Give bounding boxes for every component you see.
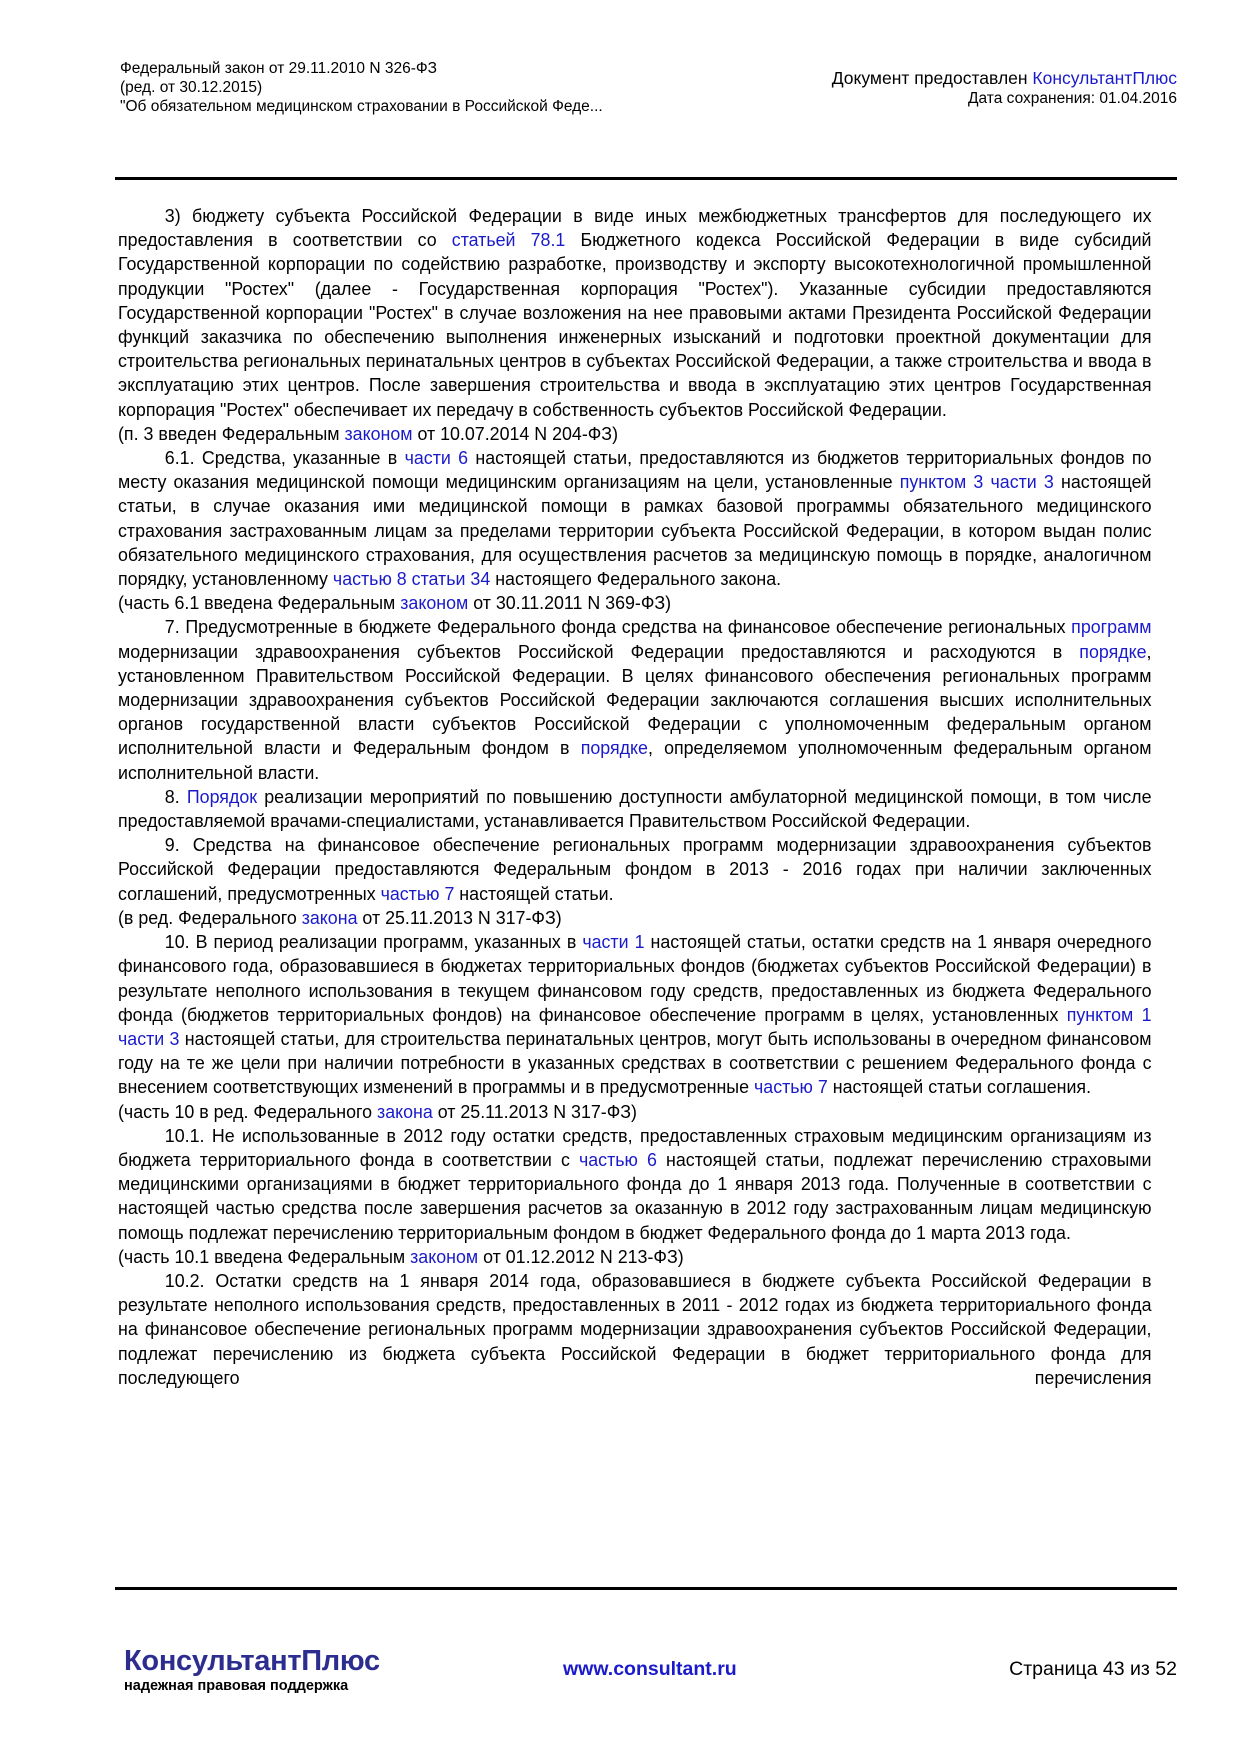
legal-reference-link[interactable]: части 6: [404, 447, 469, 469]
paragraph-text: 10. В период реализации программ, указанных в: [164, 931, 583, 953]
legal-reference-link[interactable]: статьей 78.1: [451, 229, 566, 251]
paragraph-text: 10.2. Остатки средств на 1 января 2014 года, образовавшиеся в бюджете субъекта Российской Федерации в результате неполного использования средств, предоставленных в 2011 - 2012 годах из бюджета территориального фонда на финансовое обеспечение региональных программ модернизации здравоохранения субъектов Российской Федерации, подлежат перечислению из бюджета субъекта Российской Федерации в бюджет территориального фонда для последующего перечисления: [118, 1269, 1152, 1388]
paragraph-text: модернизации здравоохранения субъектов Российской Федерации предоставляются и расходуются в: [118, 640, 1080, 662]
legal-reference-link[interactable]: пунктом 1 части 3: [118, 1003, 1152, 1049]
save-date: Дата сохранения: 01.04.2016: [968, 90, 1177, 107]
paragraph-text: настоящей статьи.: [454, 882, 614, 904]
legal-reference-link[interactable]: законом: [400, 592, 469, 614]
law-edition: (ред. от 30.12.2015): [120, 79, 263, 96]
law-title: Федеральный закон от 29.11.2010 N 326-ФЗ: [120, 60, 438, 77]
paragraph-text: настоящей статьи, подлежат перечислению страховыми медицинскими организациями в бюджет территориального фонда до 1 января 2013 года. Полученные в соответствии с настоящей частью средства после завершения расчетов за оказанную в 2012 году застрахованным лицам медицинскую помощь подлежат перечислению территориальным фондом в бюджет Федерального фонда до 1 марта 2013 года.: [118, 1148, 1152, 1243]
paragraph: [118, 1124, 1152, 1245]
footer-divider: [115, 1587, 1177, 1590]
paragraph-text: от 10.07.2014 N 204-ФЗ): [412, 422, 619, 444]
legal-reference-link[interactable]: части 1: [582, 931, 645, 953]
legal-reference-link[interactable]: программ: [1071, 616, 1152, 638]
legal-reference-link[interactable]: частью 7: [753, 1076, 828, 1098]
paragraph-text: настоящей статьи, для строительства перинатальных центров, могут быть использованы в очередном финансовом году на те же цели при наличии потребности в указанных средствах в соответствии с решением Федерального фонда с внесением соответствующих изменений в программы и в предусмотренные: [118, 1027, 1152, 1098]
paragraph: [118, 930, 1152, 1099]
paragraph: [118, 1269, 1152, 1390]
paragraph-text: (часть 10.1 введена Федеральным: [118, 1245, 411, 1267]
provided-by-label: Документ предоставлен: [831, 68, 1033, 88]
legal-reference-link[interactable]: порядке: [1079, 640, 1147, 662]
paragraph: [118, 204, 1152, 422]
legal-reference-link[interactable]: закона: [301, 906, 358, 928]
paragraph-text: настоящего Федерального закона.: [490, 568, 782, 590]
paragraph-text: от 01.12.2012 N 213-ФЗ): [478, 1245, 684, 1267]
paragraph-text: 9. Средства на финансовое обеспечение региональных программ модернизации здравоохранения субъектов Российской Федерации предоставляются Федеральным фондом в 2013 - 2016 годах при наличии заключенных соглашений, предусмотренных: [118, 834, 1152, 904]
provider-info: [832, 68, 1177, 108]
consultant-brand-link[interactable]: КонсультантПлюс: [1032, 68, 1177, 88]
paragraph-text: от 30.11.2011 N 369-ФЗ): [468, 592, 672, 614]
paragraph-text: настоящей статьи соглашения.: [827, 1076, 1092, 1098]
paragraph: [118, 422, 1152, 446]
law-subject: "Об обязательном медицинском страховании в Российской Феде...: [120, 98, 603, 115]
paragraph-text: (п. 3 введен Федеральным: [118, 422, 345, 444]
paragraph-text: 10.1. Не использованные в 2012 году остатки средств, предоставленных страховым медицинским организациям из бюджета территориального фонда в соответствии с: [118, 1124, 1152, 1170]
legal-reference-link[interactable]: частью 8 статьи 34: [332, 568, 491, 590]
paragraph-text: 7. Предусмотренные в бюджете Федерального фонда средства на финансовое обеспечение региональных: [164, 616, 1072, 638]
paragraph-text: от 25.11.2013 N 317-ФЗ): [432, 1100, 637, 1122]
paragraph: [118, 906, 1152, 930]
paragraph: [118, 446, 1152, 591]
paragraph: [118, 785, 1152, 833]
paragraph-text: настоящей статьи, остатки средств на 1 января очередного финансового года, образовавшиеся в бюджетах территориальных фондов (бюджетах субъектов Российской Федерации) в результате неполного использования в текущем финансовом году средств, предоставленных из бюджета Федерального фонда (бюджетов территориальных фондов) на финансовое обеспечение программ в целях, установленных: [118, 931, 1152, 1025]
paragraph: [118, 833, 1152, 906]
legal-reference-link[interactable]: пунктом 3 части 3: [899, 471, 1054, 493]
legal-reference-link[interactable]: законом: [410, 1245, 479, 1267]
paragraph-text: реализации мероприятий по повышению доступности амбулаторной медицинской помощи, в том числе предоставляемой врачами-специалистами, устанавливается Правительством Российской Федерации.: [118, 785, 1152, 832]
legal-reference-link[interactable]: Порядок: [186, 785, 258, 807]
paragraph-text: Бюджетного кодекса Российской Федерации в виде субсидий Государственной корпорации по содействию разработке, производству и экспорту высокотехнологичной промышленной продукции "Ростех" (далее - Государственная корпорация "Ростех"). Указанные субсидии предоставляются Государственной корпорации "Ростех" в случае возложения на нее правовыми актами Президента Российской Федерации функций заказчика по обеспечению выполнения инженерных изысканий и подготовки проектной документации для строительства региональных перинатальных центров в субъектах Российской Федерации, а также строительства и ввода в эксплуатацию этих центров. После завершения строительства и ввода в эксплуатацию этих центров Государственная корпорация "Ростех" обеспечивает их передачу в собственность субъектов Российской Федерации.: [118, 229, 1152, 420]
paragraph: [118, 615, 1152, 784]
logo-brand-name: КонсультантПлюс: [124, 1645, 380, 1677]
provided-by: [832, 68, 1177, 89]
paragraph: [118, 591, 1152, 615]
paragraph: [118, 1100, 1152, 1124]
page-number: Страница 43 из 52: [1009, 1658, 1177, 1680]
legal-reference-link[interactable]: частью 6: [578, 1148, 657, 1170]
legal-reference-link[interactable]: частью 7: [380, 882, 455, 904]
legal-reference-link[interactable]: законом: [344, 422, 413, 444]
paragraph-text: , определяемом уполномоченным федеральным органом исполнительной власти.: [118, 737, 1152, 783]
paragraph-text: (часть 6.1 введена Федеральным: [118, 592, 401, 614]
logo-tagline: надежная правовая поддержка: [124, 1678, 349, 1694]
paragraph-text: 3) бюджету субъекта Российской Федерации в виде иных межбюджетных трансфертов для последующего их предоставления в соответствии со: [118, 205, 1152, 251]
document-header-info: [120, 59, 603, 116]
legal-reference-link[interactable]: закона: [377, 1100, 433, 1122]
paragraph: [118, 1245, 1152, 1269]
website-link[interactable]: www.consultant.ru: [563, 1658, 737, 1680]
paragraph-text: , установленном Правительством Российской Федерации. В целях финансового обеспечения региональных программ модернизации здравоохранения субъектов Российской Федерации заключаются соглашения высших исполнительных органов государственной власти субъектов Российской Федерации с уполномоченным федеральным органом исполнительной власти и Федеральным фондом в: [118, 640, 1152, 759]
paragraph-text: 8.: [164, 785, 187, 807]
paragraph-text: настоящей статьи, в случае оказания ими медицинской помощи в рамках базовой программы обязательного медицинского страхования застрахованным лицам за пределами территории субъекта Российской Федерации, в котором выдан полис обязательного медицинского страхования, для осуществления расчетов за медицинскую помощь в порядке, аналогичном порядку, установленному: [118, 471, 1152, 590]
consultant-logo: [124, 1645, 380, 1695]
paragraph-text: (часть 10 в ред. Федерального: [118, 1100, 378, 1122]
legal-reference-link[interactable]: порядке: [580, 737, 648, 759]
header-divider: [115, 177, 1177, 180]
paragraph-text: от 25.11.2013 N 317-ФЗ): [357, 906, 562, 928]
document-body: [118, 204, 1152, 1390]
paragraph-text: настоящей статьи, предоставляются из бюджетов территориальных фондов по месту оказания медицинской помощи медицинским организациям на цели, установленные: [118, 447, 1152, 493]
paragraph-text: 6.1. Средства, указанные в: [164, 447, 405, 469]
paragraph-text: (в ред. Федерального: [118, 906, 302, 928]
